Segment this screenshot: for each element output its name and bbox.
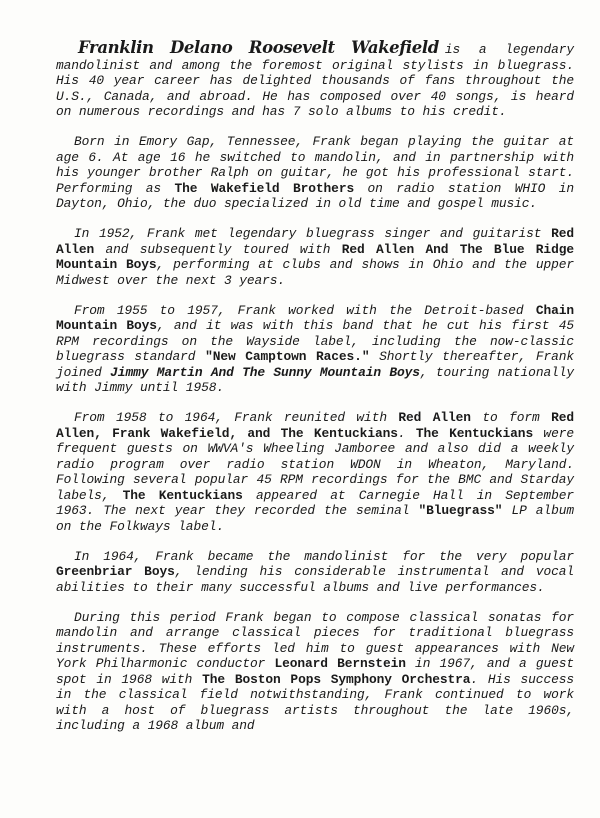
text-span: During this period Frank began to compose classical sonatas for mandolin and arrange classical pieces for traditional bluegrass instruments. These efforts led him to guest appearances with New York Philharmonic conductor: [56, 609, 574, 671]
text-span: were frequent guests on WWVA's Wheeling Jamboree and also did a weekly radio program over radio station WDON in Wheaton, Maryland. Following several popular 45 RPM recordings for the BMC and Starday labels,: [56, 425, 574, 503]
text-span: , performing at clubs and shows in Ohio and the upper Midwest over the next 3 years.: [56, 257, 574, 288]
text-span: .: [397, 425, 416, 441]
text-span: , and it was with this band that he cut his first 45 RPM recordings on the Wayside label, including the now-classic bluegrass standard: [56, 318, 574, 364]
paragraph-early-life: [56, 134, 574, 212]
text-span: Shortly thereafter, Frank joined: [56, 349, 574, 380]
text-span: . His success in the classical field notwithstanding, Frank continued to work with a host of bluegrass artists throughout the late 1960s, including a 1968 album and: [56, 671, 574, 733]
song-title-camptown: "New Camptown Races.": [205, 349, 370, 364]
band-name-chain-mountain: Chain Mountain Boys: [56, 302, 574, 333]
paragraph-1964: [56, 549, 574, 596]
band-name-kentuckians-full: Red Allen, Frank Wakefield, and The Kentuckians: [56, 410, 574, 441]
band-name-greenbriar: Greenbriar Boys: [56, 564, 175, 579]
text-span: From 1958 to 1964, Frank reunited with: [74, 410, 399, 425]
text-span: In 1964, Frank became the mandolinist for the very popular: [74, 548, 574, 564]
text-span: Born in Emory Gap, Tennessee, Frank began playing the guitar at age 6. At age 16 he switched to mandolin, and in partnership with his younger brother Ralph on guitar, he got his professional start. Performing as: [56, 134, 574, 196]
text-span: and subsequently toured with: [94, 241, 342, 257]
intro-text: is a legendary mandolinist and among the foremost original stylists in bluegrass. His 40 year career has delighted thousands of fans throughout the U.S., Canada, and abroad. He has composed over 40 songs, is heard on numerous recordings and has 7 solo albums to his credit.: [56, 42, 574, 119]
album-title-bluegrass: "Bluegrass": [418, 503, 503, 518]
text-span: In 1952, Frank met legendary bluegrass singer and guitarist: [74, 226, 552, 241]
band-name-wakefield-brothers: The Wakefield Brothers: [174, 180, 355, 196]
band-name-jimmy-martin: Jimmy Martin And The Sunny Mountain Boys: [110, 364, 420, 380]
paragraph-1952: [56, 226, 574, 288]
band-name-kentuckians: The Kentuckians: [415, 425, 534, 441]
text-span: on radio station WHIO in Dayton, Ohio, the duo specialized in old time and gospel music.: [56, 180, 574, 211]
text-span: From 1955 to 1957, Frank worked with the Detroit-based: [74, 302, 536, 318]
document-title: Franklin Delano Roosevelt Wakefield: [78, 38, 439, 57]
text-span: in 1967, and a guest spot in 1968 with: [56, 656, 574, 687]
band-name-blue-ridge: Red Allen And The Blue Ridge Mountain Boys: [56, 241, 574, 272]
text-span: , touring nationally with Jimmy until 1958.: [56, 364, 574, 395]
text-span: appeared at Carnegie Hall in September 1963. The next year they recorded the seminal: [56, 487, 574, 518]
text-span: to form: [470, 410, 552, 425]
artist-name-bernstein: Leonard Bernstein: [274, 656, 406, 671]
artist-name-red-allen: Red Allen: [398, 410, 471, 425]
text-span: LP album on the Folkways label.: [56, 503, 574, 534]
paragraph-1958: [56, 410, 574, 534]
paragraph-classical: [56, 610, 574, 734]
paragraph-1955: [56, 303, 574, 396]
text-span: , lending his considerable instrumental and vocal abilities to their many successful albums and live performances.: [56, 564, 574, 595]
paragraph-intro: [56, 40, 574, 120]
band-name-kentuckians: The Kentuckians: [122, 487, 243, 503]
orchestra-name-boston-pops: The Boston Pops Symphony Orchestra: [202, 671, 471, 687]
artist-name-red-allen: Red Allen: [56, 226, 574, 257]
